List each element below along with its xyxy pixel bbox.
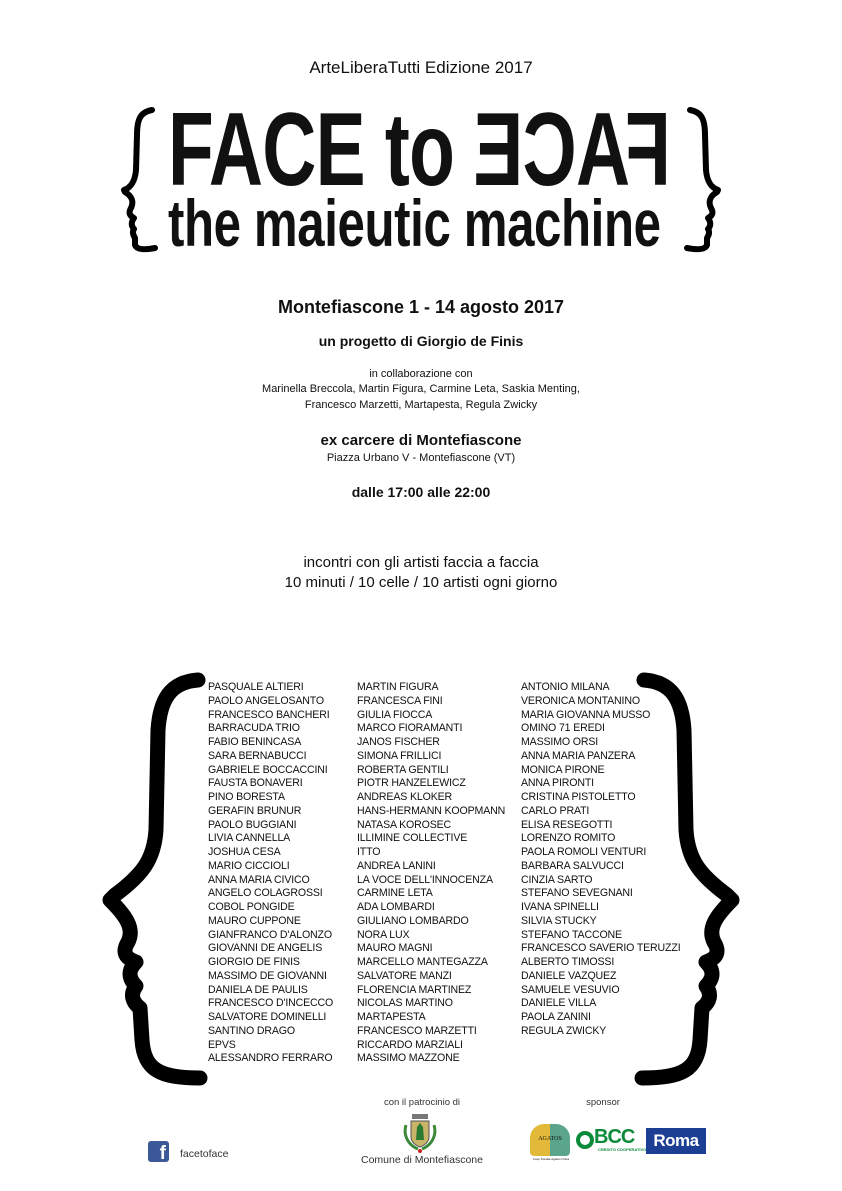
collab-line-2: Francesco Marzetti, Martapesta, Regula Zwicky <box>304 399 538 411</box>
artist-name: DANIELE VAZQUEZ <box>521 969 617 982</box>
artist-name: ALBERTO TIMOSSI <box>521 956 615 968</box>
artists-column-3 <box>521 681 681 1039</box>
venue-address: Piazza Urbano V - Montefiascone (VT) <box>326 452 516 464</box>
artist-name: FLORENCIA MARTINEZ <box>357 983 472 996</box>
artist-name: SAMUELE VESUVIO <box>521 983 620 996</box>
artist-name: MARTAPESTA <box>357 1011 426 1023</box>
artist-name: SALVATORE DOMINELLI <box>208 1011 327 1023</box>
artist-name: MARTIN FIGURA <box>357 681 439 693</box>
artist-name: ANNA PIRONTI <box>521 777 594 790</box>
artist-name: PINO BORESTA <box>208 791 285 803</box>
artist-name: PASQUALE ALTIERI <box>208 681 304 693</box>
main-title <box>168 92 680 208</box>
collab-line-1: Marinella Breccola, Martin Figura, Carmine Leta, Saskia Menting, <box>262 383 580 395</box>
agatos-logo: AGATOS <box>530 1124 570 1156</box>
artist-name: JOSHUA CESA <box>208 846 281 858</box>
artist-name: JANOS FISCHER <box>357 736 440 748</box>
artist-name: SIMONA FRILLICI <box>357 749 442 762</box>
title-face-to: FACE to <box>168 92 475 208</box>
agatos-subtitle: Coop Sociale Agatos Onlus <box>532 1157 570 1161</box>
collab-label: in collaborazione con <box>369 368 473 380</box>
artist-name: LIVIA CANNELLA <box>208 832 291 845</box>
artist-name: CARLO PRATI <box>521 804 590 817</box>
artist-name: LORENZO ROMITO <box>521 832 616 845</box>
artist-name: BARRACUDA TRIO <box>208 722 300 735</box>
artist-name: REGULA ZWICKY <box>521 1024 607 1037</box>
artist-name: SANTINO DRAGO <box>208 1024 295 1037</box>
artist-name: FRANCESCO D'INCECCO <box>208 997 334 1010</box>
artist-name: BARBARA SALVUCCI <box>521 859 624 872</box>
artist-name: PAOLA ZANINI <box>521 1011 591 1023</box>
title-face-mirrored: FACE <box>474 92 672 208</box>
intro-line-2: 10 minuti / 10 celle / 10 artisti ogni giorno <box>284 574 558 591</box>
artist-name: GIULIA FIOCCA <box>357 708 433 721</box>
artist-name: GIANFRANCO D'ALONZO <box>208 928 332 941</box>
artist-name: HANS-HERMANN KOOPMANN <box>357 804 506 817</box>
artist-name: MAURO MAGNI <box>357 942 433 955</box>
comune-crest-icon <box>400 1113 440 1155</box>
artist-name: FRANCESCA FINI <box>357 694 443 707</box>
intro-line-1: incontri con gli artisti faccia a faccia <box>303 554 539 571</box>
artist-name: CARMINE LETA <box>357 887 433 900</box>
bcc-subtitle: CREDITO COOPERATIVO <box>598 1147 647 1152</box>
artist-name: STEFANO SEVEGNANI <box>521 887 633 900</box>
artist-name: DANIELE VILLA <box>521 997 597 1010</box>
artist-name: MAURO CUPPONE <box>208 914 301 927</box>
edition-label: ArteLiberaTutti Edizione 2017 <box>309 58 533 77</box>
artist-name: FRANCESCO SAVERIO TERUZZI <box>521 942 681 955</box>
bcc-logo-icon <box>576 1131 594 1149</box>
artist-name: ADA LOMBARDI <box>357 901 435 913</box>
artist-name: SALVATORE MANZI <box>357 969 452 982</box>
artist-name: PAOLA ROMOLI VENTURI <box>521 846 647 858</box>
artist-name: MARIA GIOVANNA MUSSO <box>521 708 651 721</box>
artist-name: COBOL PONGIDE <box>208 901 295 913</box>
left-face-bracket-icon <box>124 110 155 249</box>
artist-name: FABIO BENINCASA <box>208 736 302 748</box>
social-handle[interactable]: facetoface <box>180 1148 229 1160</box>
artist-name: ITTO <box>357 846 381 858</box>
artist-name: PAOLO ANGELOSANTO <box>208 694 324 707</box>
artist-name: MASSIMO ORSI <box>521 736 599 748</box>
left-face-profile-icon <box>110 680 200 1078</box>
artist-name: FRANCESCO MARZETTI <box>357 1024 477 1037</box>
artist-name: FRANCESCO BANCHERI <box>208 708 330 721</box>
artist-name: GABRIELE BOCCACCINI <box>208 763 328 776</box>
artist-name: MASSIMO DE GIOVANNI <box>208 969 327 982</box>
artist-name: ILLIMINE COLLECTIVE <box>357 832 468 845</box>
patron-name: Comune di Montefiascone <box>361 1154 483 1166</box>
artist-name: ROBERTA GENTILI <box>357 763 449 776</box>
artist-name: MARIO CICCIOLI <box>208 859 290 872</box>
artist-name: NICOLAS MARTINO <box>357 997 453 1010</box>
artist-name: ANNA MARIA CIVICO <box>208 873 310 886</box>
artist-name: GERAFIN BRUNUR <box>208 804 302 817</box>
artists-column-1 <box>208 681 333 1066</box>
artist-name: FAUSTA BONAVERI <box>208 777 303 790</box>
artist-name: OMINO 71 EREDI <box>521 722 605 735</box>
event-dates: Montefiascone 1 - 14 agosto 2017 <box>277 297 565 317</box>
artist-name: IVANA SPINELLI <box>521 901 599 913</box>
artist-name: NORA LUX <box>357 928 410 941</box>
sponsor-label: sponsor <box>586 1097 620 1108</box>
artists-column-2 <box>357 681 505 1066</box>
artist-name: STEFANO TACCONE <box>521 928 622 941</box>
artist-name: SARA BERNABUCCI <box>208 749 307 762</box>
artist-name: GIOVANNI DE ANGELIS <box>208 942 323 955</box>
bcc-logo: BCC <box>594 1126 635 1148</box>
artist-name: GIORGIO DE FINIS <box>208 956 300 968</box>
artist-name: ANDREAS KLOKER <box>357 791 453 803</box>
artist-name: DANIELA DE PAULIS <box>208 983 308 996</box>
artist-name: EPVS <box>208 1038 236 1051</box>
artist-name: VERONICA MONTANINO <box>521 694 640 707</box>
facebook-icon[interactable]: f <box>148 1141 169 1162</box>
artist-name: CRISTINA PISTOLETTO <box>521 791 636 803</box>
artist-name: SILVIA STUCKY <box>521 914 597 927</box>
artist-name: NATASA KOROSEC <box>357 818 452 831</box>
subtitle: the maieutic machine <box>168 186 661 260</box>
artist-name: ANTONIO MILANA <box>521 681 610 693</box>
artist-name: ANDREA LANINI <box>357 859 436 872</box>
artist-name: ANGELO COLAGROSSI <box>208 887 323 900</box>
venue: ex carcere di Montefiascone <box>320 432 522 449</box>
artist-name: LA VOCE DELL'INNOCENZA <box>357 873 493 886</box>
artist-name: MARCO FIORAMANTI <box>357 722 463 735</box>
artist-name: ELISA RESEGOTTI <box>521 818 613 831</box>
artist-name: MASSIMO MAZZONE <box>357 1052 460 1065</box>
artist-name: ALESSANDRO FERRARO <box>208 1052 333 1065</box>
patronage-label: con il patrocinio di <box>383 1097 461 1108</box>
artist-name: PIOTR HANZELEWICZ <box>357 777 466 790</box>
artist-name: CINZIA SARTO <box>521 873 593 886</box>
project-credit: un progetto di Giorgio de Finis <box>318 333 524 349</box>
event-hours: dalle 17:00 alle 22:00 <box>351 484 491 500</box>
artist-name: ANNA MARIA PANZERA <box>521 749 636 762</box>
artist-name: RICCARDO MARZIALI <box>357 1038 463 1051</box>
artist-name: MARCELLO MANTEGAZZA <box>357 956 488 968</box>
artist-name: PAOLO BUGGIANI <box>208 818 297 831</box>
artist-name: MONICA PIRONE <box>521 763 605 776</box>
artist-name: GIULIANO LOMBARDO <box>357 914 469 927</box>
roma-logo: Roma <box>646 1128 706 1154</box>
